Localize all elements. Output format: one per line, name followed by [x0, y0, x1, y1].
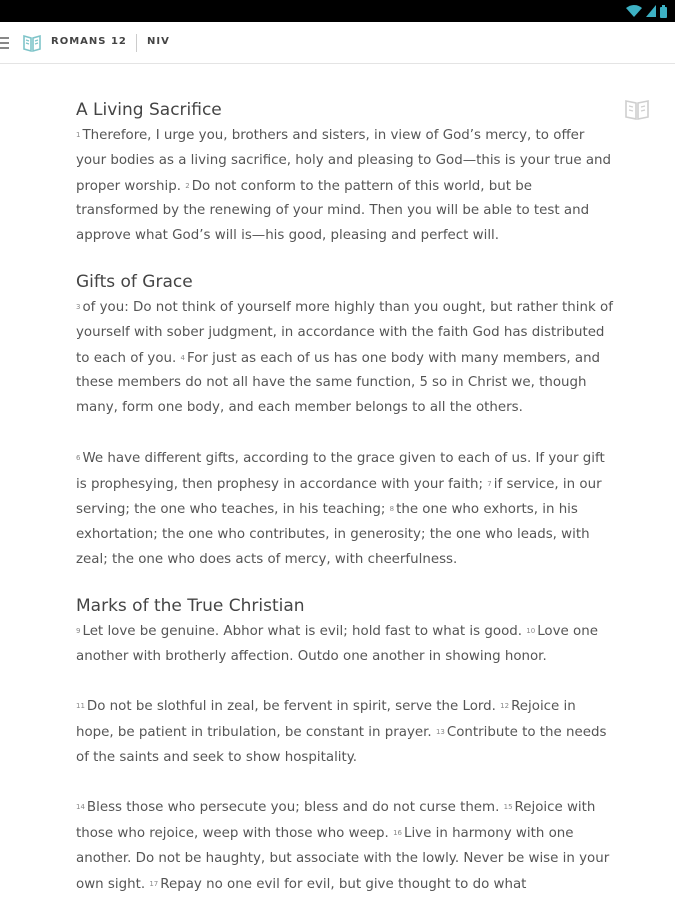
verse-text: Rejoice with those who rejoice, weep with those who weep.: [76, 800, 596, 842]
bible-logo-icon[interactable]: [22, 33, 42, 53]
verse[interactable]: [76, 800, 504, 815]
verse-text: Do not conform to the pattern of this world, but be transformed by the renewing of your mind. Then you will be able to test and approve what God’s will is—his good, pleasing and perfect will.: [76, 178, 590, 244]
verse-number: 4: [180, 353, 185, 362]
section-heading: A Living Sacrifice: [76, 100, 222, 120]
verse-text: Therefore, I urge you, brothers and sisters, in view of God’s mercy, to offer your bodies as a living sacrifice, holy and pleasing to God—this is your true and proper worship.: [76, 128, 612, 194]
verse-number: 1: [76, 131, 81, 139]
open-book-icon[interactable]: [624, 96, 650, 122]
verse-number: 2: [185, 181, 190, 190]
paragraph: [76, 123, 616, 249]
verse-text: Rejoice in hope, be patient in tribulation, be constant in prayer.: [76, 699, 576, 740]
verse-text: if service, in our serving; the one who teaches, in his teaching;: [76, 476, 602, 518]
status-bar: [0, 0, 675, 22]
verse-number: 7: [487, 479, 492, 488]
verse-text: We have different gifts, according to the grace given to each of us. If your gift is prophesying, then prophesy in accordance with your faith;: [76, 450, 605, 492]
verse[interactable]: [76, 699, 500, 714]
verse-text: Repay no one evil for evil, but give thought to do what: [160, 876, 527, 892]
book-chapter-selector[interactable]: ROMANS 12: [51, 36, 127, 47]
verse-text: Live in harmony with one another. Do not be haughty, but associate with the lowly. Never be wise in your own sight.: [76, 826, 610, 892]
verse-text: Let love be genuine. Abhor what is evil; hold fast to what is good.: [82, 623, 527, 639]
verse-number: 10: [526, 626, 536, 635]
verse-number: 8: [389, 505, 395, 514]
verse-number: 9: [76, 626, 81, 635]
version-selector[interactable]: NIV: [147, 36, 170, 47]
verse-number: 12: [500, 702, 510, 711]
chapter-content: [76, 92, 616, 898]
verse-number: 15: [503, 803, 513, 812]
paragraph: [76, 795, 616, 897]
section-heading: Marks of the True Christian: [76, 595, 305, 616]
verse-number: 14: [76, 803, 85, 812]
status-icons: [626, 4, 667, 18]
verse-text: the one who exhorts, in his exhortation; the one who contributes, in generosity; the one who leads, with zeal; the one who does acts of mercy, with cheerfulness.: [76, 502, 590, 567]
app-bar: [0, 22, 675, 64]
verse-number: 11: [76, 702, 85, 711]
paragraph: [76, 694, 616, 770]
menu-icon[interactable]: [0, 35, 10, 51]
paragraph: [76, 295, 616, 421]
verse-number: 17: [149, 879, 159, 888]
verse-number: 13: [435, 727, 445, 736]
section-heading: Gifts of Grace: [76, 271, 193, 292]
verse-text: For just as each of us has one body with many members, and these members do not all have the same function,: [76, 350, 601, 391]
verse-text: Do not be slothful in zeal, be fervent in spirit, serve the Lord.: [86, 699, 501, 715]
verse-number: 5: [419, 375, 432, 391]
paragraph: [76, 619, 616, 670]
paragraph: [76, 446, 616, 573]
wifi-icon: [626, 5, 642, 17]
verse-text: so in Christ we, though many, form one body, and each member belongs to all the others.: [76, 375, 587, 416]
verse-number: 6: [76, 453, 81, 462]
verse-text: Love one another with brotherly affection. Outdo one another in showing honor.: [76, 623, 598, 664]
verse-text: Bless those who persecute you; bless and do not curse them.: [86, 800, 504, 816]
verse-number: 3: [76, 302, 81, 311]
verse[interactable]: [149, 877, 526, 892]
signal-icon: [646, 5, 656, 17]
verse-text: Contribute to the needs of the saints and seek to show hospitality.: [76, 724, 607, 765]
verse[interactable]: [76, 624, 526, 639]
verse-text: of you: Do not think of yourself more highly than you ought, but rather think of yourself with sober judgment, in accordance with the faith God has distributed to each of you.: [76, 299, 613, 366]
verse-number: 16: [393, 829, 402, 838]
battery-icon: [660, 5, 667, 18]
divider: [136, 34, 137, 52]
